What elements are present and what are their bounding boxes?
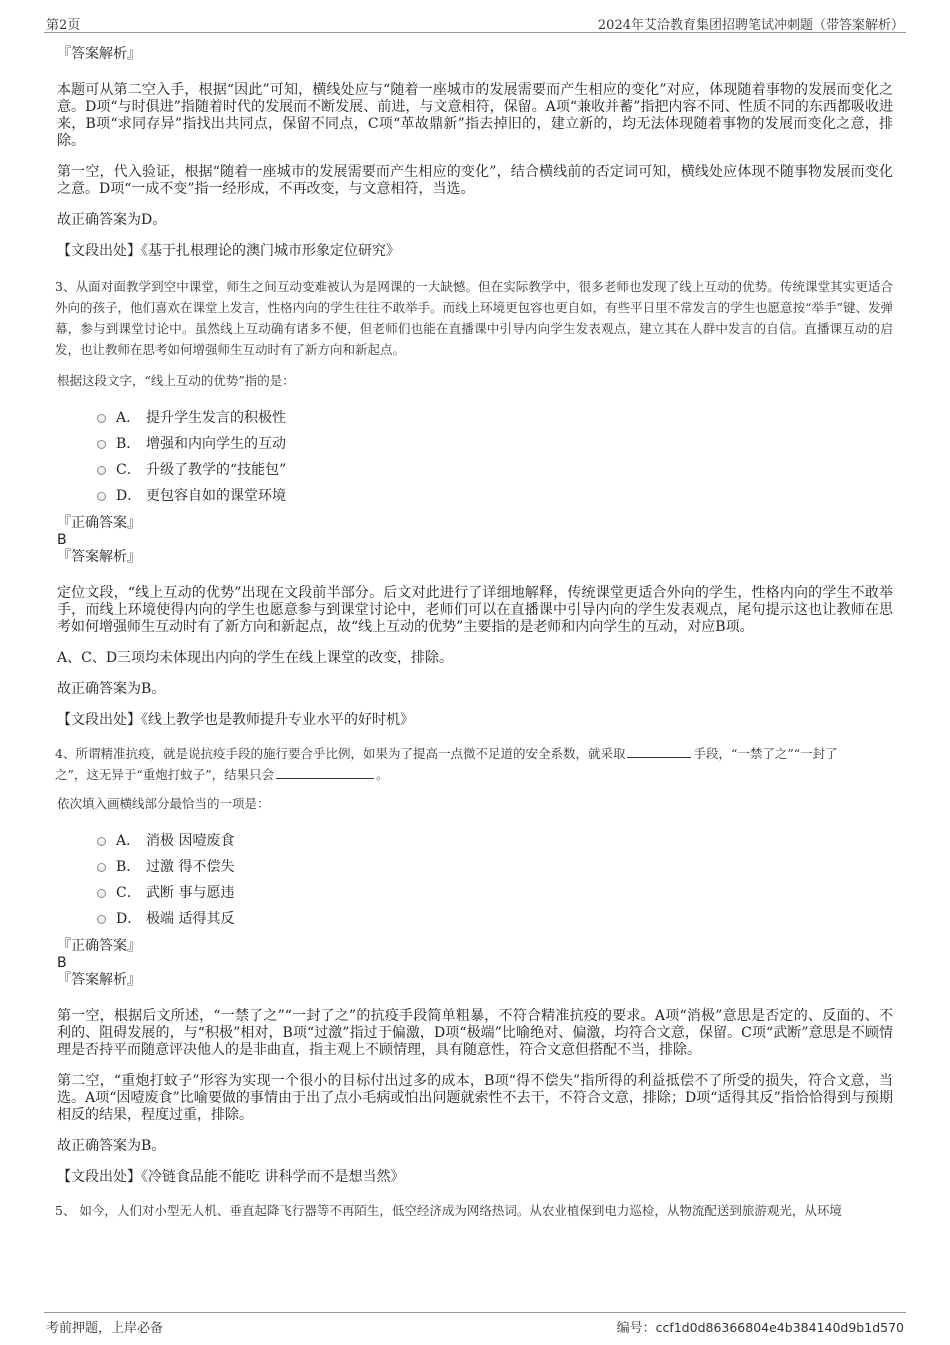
analysis-label: 『答案解析』: [57, 549, 141, 565]
q2-source-title: 《基于扎根理论的澳门城市形象定位研究》: [141, 243, 400, 259]
q3-option-d[interactable]: D． 更包容自如的课堂环境: [97, 483, 893, 509]
radio-icon[interactable]: [97, 915, 106, 924]
analysis-label: 『答案解析』: [57, 46, 141, 62]
q3-analysis-2: A、C、D三项均未体现出内向的学生在线上课堂的改变，排除。: [57, 650, 454, 666]
q4-options: [97, 828, 893, 932]
q2-analysis-1: 本题可从第二空入手，根据“因此”可知，横线处应与“随着一座城市的发展需要而产生相应的变化”对应，体现随着事物的发展而变化之意。D项“与时俱进”指随着时代的发展而不断发展、前进，与文意相符，保留。A项“兼收并蓄”指把内容不同、性质不同的东西都吸收进来，B项“求同存异”指找出共同点，保留不同点，C项“革故鼎新”指去掉旧的，建立新的，均无法体现随着事物的发展而变化之意，排除。: [57, 82, 893, 149]
source-tag: 【文段出处】: [57, 712, 141, 728]
radio-icon[interactable]: [97, 889, 106, 898]
q4-source: [57, 1169, 893, 1186]
blank-line: [627, 745, 691, 758]
q4-analysis-1: 第一空，根据后文所述，“一禁了之”“一封了之”的抗疫手段简单粗暴，不符合精准抗疫的要求。A项“消极”意思是否定的、反面的、不利的、阻碍发展的，与“积极”相对，B项“过激”指过于偏激，D项“极端”比喻绝对、偏激，均符合文意，保留。C项“武断”意思是不顾情理是否持平而随意评决他人的是非曲直，指主观上不顾情理，具有随意性，符合文意但搭配不当，排除。: [57, 1008, 893, 1058]
document-title: 2024年艾洽教育集团招聘笔试冲刺题（带答案解析）: [597, 18, 904, 33]
q2-analysis-3: 故正确答案为D。: [57, 212, 167, 228]
q3-prompt: 根据这段文字，“线上互动的优势”指的是：: [57, 373, 295, 388]
q3-options: [97, 405, 893, 509]
main-content: [57, 46, 893, 1221]
correct-answer-label: 『正确答案』: [57, 515, 141, 531]
q3-analysis-1: 定位文段，“线上互动的优势”出现在文段前半部分。后文对此进行了详细地解释，传统课堂更适合外向的学生，性格内向的学生不敢举手，而线上环境使得内向的学生也愿意参与到课堂讨论中，老师们可以在直播课中引导内向的学生发表观点，尾句提示这也让教师在思考如何增强师生互动时有了新方向和新起点，故“线上互动的优势”主要指的是老师和内向学生的互动，对应B项。: [57, 585, 893, 635]
q4-analysis-2: 第二空，“重炮打蚊子”形容为实现一个很小的目标付出过多的成本，B项“得不偿失”指所得的利益抵偿不了所受的损失，符合文意，当选。A项“因噎废食”比喻要做的事情由于出了点小毛病或怕出问题就索性不去干，不符合文意，排除；D项“适得其反”指恰恰得到与预期相反的结果，程度过重，排除。: [57, 1073, 893, 1123]
q4-option-a[interactable]: A． 消极 因噎废食: [97, 828, 893, 854]
q4-analysis-3: 故正确答案为B。: [57, 1138, 166, 1154]
q4-source-title: 《冷链食品能不能吃 讲科学而不是想当然》: [141, 1169, 405, 1185]
radio-icon[interactable]: [97, 837, 106, 846]
page-footer: [44, 1312, 906, 1337]
q4-prompt: 依次填入画横线部分最恰当的一项是：: [57, 796, 270, 811]
q2-analysis-2: 第一空，代入验证，根据“随着一座城市的发展需要而产生相应的变化”，结合横线前的否定词可知，横线处应体现不随事物发展而变化之意。D项“一成不变”指一经形成，不再改变，与文意相符，当选。: [57, 164, 893, 197]
q4-answer: B: [57, 955, 67, 971]
radio-icon[interactable]: [97, 492, 106, 501]
q3-answer: B: [57, 532, 67, 548]
q3-analysis-3: 故正确答案为B。: [57, 681, 166, 697]
source-tag: 【文段出处】: [57, 1169, 141, 1185]
q3-option-a[interactable]: A． 提升学生发言的积极性: [97, 405, 893, 431]
q4-stem: 4、所谓精准抗疫，就是说抗疫手段的施行要合乎比例，如果为了提高一点微不足道的安全系数，就采取 手段，“一禁了之”“一封了 之”，这无异于“重炮打蚊子”，结果只会 。: [55, 746, 838, 782]
analysis-label: 『答案解析』: [57, 972, 141, 988]
radio-icon[interactable]: [97, 466, 106, 475]
footer-slogan: 考前押题，上岸必备: [46, 1321, 164, 1336]
q2-source: [57, 243, 893, 260]
q4-option-b[interactable]: B． 过激 得不偿失: [97, 854, 893, 880]
q3-stem: 3、从面对面教学到空中课堂，师生之间互动变难被认为是网课的一大缺憾。但在实际教学中，很多老师也发现了线上互动的优势。传统课堂其实更适合外向的孩子，他们喜欢在课堂上发言，性格内向的学生往往不敢举手。而线上环境更包容也更自如，有些平日里不常发言的学生也愿意按“举手”键、发弹幕，参与到课堂讨论中。虽然线上互动确有诸多不便，但老师们也能在直播课中引导内向学生发表观点，建立其在人群中发言的自信。直播课互动的启发，也让教师在思考如何增强师生互动时有了新方向和新起点。: [55, 279, 893, 357]
blank-line: [276, 766, 374, 779]
radio-icon[interactable]: [97, 440, 106, 449]
q3-source: [57, 712, 893, 729]
source-tag: 【文段出处】: [57, 243, 141, 259]
correct-answer-label: 『正确答案』: [57, 938, 141, 954]
q3-option-c[interactable]: C． 升级了教学的“技能包”: [97, 457, 893, 483]
page-header: [44, 12, 906, 33]
radio-icon[interactable]: [97, 414, 106, 423]
q5-stem: 5、 如今，人们对小型无人机、垂直起降飞行器等不再陌生，低空经济成为网络热词。从农业植保到电力巡检，从物流配送到旅游观光，从环境: [55, 1203, 842, 1218]
q3-option-b[interactable]: B． 增强和内向学生的互动: [97, 431, 893, 457]
footer-code: 编号：ccf1d0d86366804e4b384140d9b1d570: [616, 1320, 904, 1336]
q4-option-c[interactable]: C． 武断 事与愿违: [97, 880, 893, 906]
page-number: 第2页: [46, 18, 81, 33]
q3-source-title: 《线上教学也是教师提升专业水平的好时机》: [141, 712, 414, 728]
radio-icon[interactable]: [97, 863, 106, 872]
q4-option-d[interactable]: D． 极端 适得其反: [97, 906, 893, 932]
